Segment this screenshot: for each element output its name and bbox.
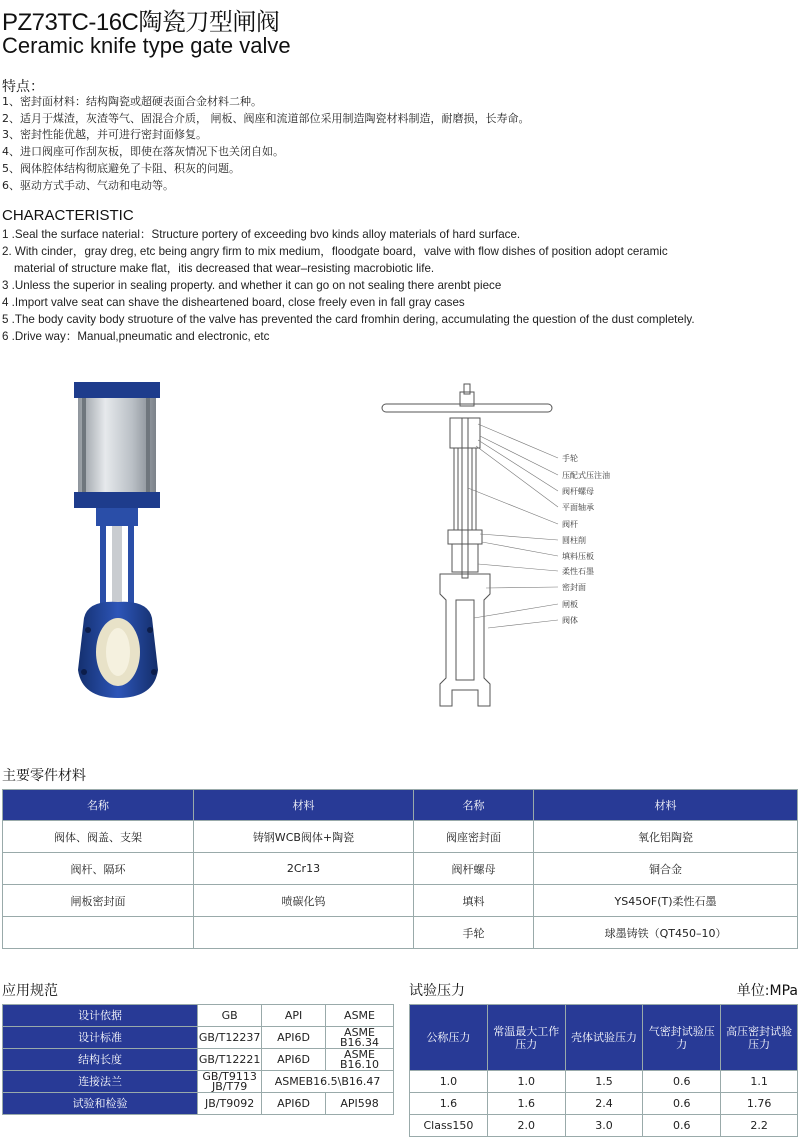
parts-header-cell: 名称 (413, 790, 533, 821)
valve-photo (74, 380, 184, 710)
feature-en-item: 6 .Drive way：Manual,pneumatic and electronic, etc (2, 330, 270, 343)
valve-cross-section-diagram (378, 378, 640, 718)
pressure-cell: 2.0 (487, 1115, 565, 1137)
pressure-cell: 3.0 (565, 1115, 643, 1137)
features-en-heading: CHARACTERISTIC (2, 207, 134, 224)
diagram-label: 阀杆 (562, 520, 578, 529)
features-cn-list (2, 94, 800, 194)
parts-cell: 填料 (413, 885, 533, 917)
norms-cell: ASMEB16.5\B16.47 (262, 1071, 394, 1093)
parts-table (2, 789, 798, 949)
diagram-label: 闸板 (562, 600, 578, 609)
pressure-header-cell: 常温最大工作压力 (487, 1005, 565, 1071)
norms-cell: GB (198, 1005, 262, 1027)
parts-cell: 铸钢WCB阀体+陶瓷 (194, 821, 414, 853)
table-row (410, 1071, 798, 1093)
norms-cell: API598 (326, 1093, 394, 1115)
norms-row-label: 试验和检验 (3, 1093, 198, 1115)
pressure-cell: 0.6 (643, 1115, 721, 1137)
parts-cell (3, 917, 194, 949)
pressure-cell: 1.0 (410, 1071, 488, 1093)
pressure-header-cell: 高压密封试验压力 (721, 1005, 798, 1071)
table-row (3, 853, 798, 885)
norms-cell: GB/T9113 JB/T79 (198, 1071, 262, 1093)
pressure-unit: 单位:MPa (736, 983, 798, 999)
parts-cell (194, 917, 414, 949)
pressure-header-cell: 公称压力 (410, 1005, 488, 1071)
pressure-table (409, 1004, 798, 1137)
parts-cell: 球墨铸铁（QT450–10） (534, 917, 798, 949)
pressure-header-cell: 气密封试验压力 (643, 1005, 721, 1071)
pressure-cell: Class150 (410, 1115, 488, 1137)
table-row (410, 1093, 798, 1115)
table-row (3, 1005, 394, 1027)
pressure-cell: 0.6 (643, 1093, 721, 1115)
parts-cell: 铜合金 (534, 853, 798, 885)
diagram-label: 柔性石墨 (562, 567, 594, 576)
diagram-label: 压配式压注油 (562, 471, 610, 480)
parts-cell: 阀杆螺母 (413, 853, 533, 885)
parts-header-cell: 材料 (194, 790, 414, 821)
feature-en-item: 3 .Unless the superior in sealing property. and whether it can go on not sealing there arenbt piece (2, 279, 502, 292)
norms-cell: ASME (326, 1005, 394, 1027)
table-row (410, 1115, 798, 1137)
norms-cell: GB/T12237 (198, 1027, 262, 1049)
pressure-cell: 2.2 (721, 1115, 798, 1137)
norms-cell: ASME B16.10 (326, 1049, 394, 1071)
norms-row-label: 设计依据 (3, 1005, 198, 1027)
feature-cn-item: 1、密封面材料：结构陶瓷或超硬表面合金材料二种。 (2, 95, 262, 108)
norms-row-label: 连接法兰 (3, 1071, 198, 1093)
feature-cn-item: 2、适月于煤渣，灰渣等气、固混合介质， 闸板、阀座和流道部位采用制造陶瓷材料制造，耐磨损，长寿命。 (2, 111, 530, 125)
parts-cell: 闸板密封面 (3, 885, 194, 917)
pressure-cell: 1.76 (721, 1093, 798, 1115)
parts-cell: 阀体、阀盖、支架 (3, 821, 194, 853)
parts-cell: 喷碳化钨 (194, 885, 414, 917)
features-cn-heading: 特点： (2, 79, 44, 95)
norms-cell: API6D (262, 1049, 326, 1071)
pressure-cell: 2.4 (565, 1093, 643, 1115)
parts-cell: 氧化铝陶瓷 (534, 821, 798, 853)
table-row (3, 1071, 394, 1093)
table-row (3, 1049, 394, 1071)
norms-cell: API6D (262, 1093, 326, 1115)
feature-cn-item: 6、驱动方式手动、气动和电动等。 (2, 178, 174, 192)
norms-row-label: 结构长度 (3, 1049, 198, 1071)
parts-cell: YS45OF(T)柔性石墨 (534, 885, 798, 917)
table-row (3, 821, 798, 853)
feature-cn-item: 3、密封性能优越，并可进行密封面修复。 (2, 128, 207, 142)
pressure-cell: 0.6 (643, 1071, 721, 1093)
norms-table (2, 1004, 394, 1115)
parts-cell: 手轮 (413, 917, 533, 949)
page-title-cn: PZ73TC-16C陶瓷刀型闸阀 (2, 9, 280, 36)
pressure-cell: 1.5 (565, 1071, 643, 1093)
norms-cell: ASME B16.34 (326, 1027, 394, 1049)
diagram-label: 手轮 (562, 454, 578, 463)
norms-heading: 应用规范 (2, 983, 58, 999)
parts-header-cell: 材料 (534, 790, 798, 821)
features-en-list (2, 226, 800, 345)
feature-en-item: material of structure make flat，itis decreased that wear–resisting macrobiotic life. (14, 262, 435, 275)
diagram-label: 填料压板 (562, 552, 594, 561)
pressure-cell: 1.0 (487, 1071, 565, 1093)
pressure-header-cell: 壳体试验压力 (565, 1005, 643, 1071)
parts-header-cell: 名称 (3, 790, 194, 821)
feature-cn-item: 4、进口阀座可作刮灰板，即使在落灰情况下也关闭自如。 (2, 145, 284, 159)
feature-en-item: 5 .The body cavity body struoture of the valve has prevented the card fromhin dering, accumulating the question of the dust completely. (2, 313, 695, 326)
feature-en-item: 1 .Seal the surface naterial：Structure portery of exceeding bvo kinds alloy materials of hard surface. (2, 228, 521, 241)
pressure-cell: 1.1 (721, 1071, 798, 1093)
table-row (3, 1027, 394, 1049)
page-title-en: Ceramic knife type gate valve (2, 33, 291, 58)
feature-en-item: 2. With cinder，gray dreg, etc being angry firm to mix medium，floodgate board，valve with flow dishes of position adopt ceramic (2, 245, 668, 258)
norms-cell: API6D (262, 1027, 326, 1049)
table-row (3, 1093, 394, 1115)
parts-cell: 阀座密封面 (413, 821, 533, 853)
pressure-cell: 1.6 (487, 1093, 565, 1115)
norms-row-label: 设计标准 (3, 1027, 198, 1049)
diagram-label: 阀体 (562, 616, 578, 625)
parts-cell: 2Cr13 (194, 853, 414, 885)
feature-en-item: 4 .Import valve seat can shave the disheartened board, close freely even in fall gray cases (2, 296, 465, 309)
diagram-label: 密封面 (562, 583, 586, 592)
table-row (3, 917, 798, 949)
parts-cell: 阀杆、隔环 (3, 853, 194, 885)
norms-cell: JB/T9092 (198, 1093, 262, 1115)
parts-heading: 主要零件材料 (2, 768, 86, 784)
feature-cn-item: 5、阀体腔体结构彻底避免了卡阻、积灰的问题。 (2, 161, 240, 175)
norms-cell: API (262, 1005, 326, 1027)
diagram-label: 阀杆螺母 (562, 487, 594, 496)
diagram-label: 平面轴承 (562, 503, 594, 512)
norms-cell: GB/T12221 (198, 1049, 262, 1071)
pressure-heading: 试验压力 (409, 983, 465, 999)
pressure-cell: 1.6 (410, 1093, 488, 1115)
table-row (3, 885, 798, 917)
diagram-label: 圆柱削 (562, 536, 586, 545)
